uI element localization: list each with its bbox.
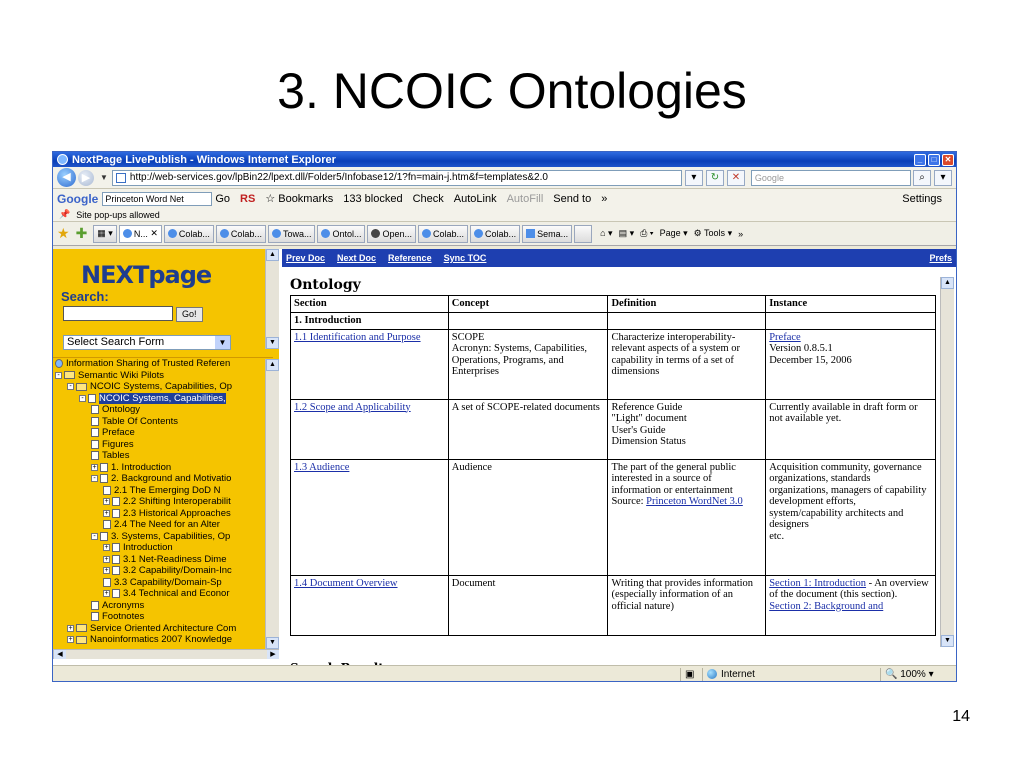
home-icon[interactable]: ⌂ ▾ — [600, 228, 613, 238]
concept-cell: SCOPE Acronyn: Systems, Capabilities, Operations, Programs, and Enterprises — [448, 329, 608, 399]
tab[interactable] — [268, 225, 316, 243]
tree-scrollbar[interactable] — [265, 359, 279, 649]
document-icon — [100, 474, 108, 483]
definition-cell: Reference Guide "Light" document User's Guide Dimension Status — [608, 399, 766, 459]
document-scrollbar[interactable] — [940, 277, 954, 647]
section-link[interactable]: 1.1 Identification and Purpose — [294, 331, 421, 343]
document-icon — [91, 440, 99, 449]
scroll-down-icon[interactable]: ▼ — [266, 637, 279, 649]
page-content — [53, 249, 956, 669]
tree-item[interactable] — [53, 393, 273, 405]
tab[interactable] — [216, 225, 266, 243]
page-menu-label: Page — [659, 228, 681, 238]
refresh-icon[interactable]: ↻ — [706, 170, 724, 186]
tab-active[interactable]: N... ✕ — [119, 225, 162, 243]
search-options-icon[interactable]: ▾ — [934, 170, 952, 186]
tree-item[interactable] — [53, 623, 273, 635]
tab-ie-icon — [526, 229, 535, 238]
url-text: http://web-services.gov/lpBin22/lpext.dll/Folder5/Infobase12/1?fn=main-j.htm&f=templates&2.0 — [129, 172, 548, 183]
search-form-select[interactable] — [63, 335, 231, 350]
document-icon — [112, 509, 120, 518]
table-cell — [291, 575, 449, 635]
table-cell — [608, 313, 766, 330]
folder-icon — [76, 636, 87, 644]
next-doc-link[interactable]: Next Doc — [337, 253, 377, 263]
scroll-up-icon[interactable]: ▲ — [266, 249, 279, 261]
document-icon — [112, 566, 120, 575]
google-go-button[interactable]: Go — [215, 192, 231, 205]
table-row — [291, 575, 936, 635]
table-cell — [608, 459, 766, 575]
tree-item-label: Acronyms — [102, 599, 145, 611]
table-cell — [291, 329, 449, 399]
table-row — [291, 313, 936, 330]
scroll-up-icon[interactable]: ▲ — [266, 359, 279, 371]
table-cell — [766, 313, 936, 330]
scroll-down-icon[interactable]: ▼ — [266, 337, 279, 349]
wordnet-link[interactable]: Princeton WordNet 3.0 — [646, 496, 743, 507]
folder-icon — [76, 383, 87, 391]
window-title: NextPage LivePublish - Windows Internet Explorer — [72, 153, 336, 166]
tree-item[interactable] — [53, 508, 273, 520]
document-icon — [112, 589, 120, 598]
table-row — [291, 459, 936, 575]
bookmarks-label: Bookmarks — [278, 193, 334, 205]
search-input[interactable]: Google — [751, 170, 911, 186]
chevron-down-icon[interactable]: ▼ — [215, 336, 230, 349]
tab-ie-icon — [123, 229, 132, 238]
tree-item[interactable] — [53, 485, 273, 497]
search-label: Search: — [61, 289, 109, 304]
zoom-level: 100% — [900, 668, 926, 680]
tree-item[interactable] — [53, 519, 273, 531]
instance-link[interactable]: Preface — [769, 331, 801, 343]
tab-ie-icon — [371, 229, 380, 238]
prev-doc-link[interactable]: Prev Doc — [286, 253, 326, 263]
document-icon — [103, 520, 111, 529]
instance-text: - An overview of the document (this section). — [769, 577, 929, 600]
collapse-icon[interactable]: - — [91, 475, 98, 482]
url-dropdown-icon[interactable]: ▾ — [685, 170, 703, 186]
document-icon — [112, 497, 120, 506]
document-icon — [91, 428, 99, 437]
document-icon — [91, 451, 99, 460]
column-header: Section — [291, 296, 449, 313]
tree-item-label: NCOIC Systems, Capabilities, — [99, 392, 226, 404]
tree-item-label: Ontology — [102, 404, 141, 415]
google-logo: Google — [57, 191, 99, 206]
tree-item-label: 2.2 Shifting Interoperabilit — [123, 496, 231, 507]
tree-item[interactable] — [53, 577, 273, 589]
tab-label: Open... — [382, 228, 413, 239]
spellcheck-button[interactable]: Check — [412, 192, 444, 205]
tools-menu-label: Tools — [704, 228, 726, 238]
tab-label: Colab... — [433, 228, 465, 239]
sidebar-top-scrollbar[interactable] — [265, 249, 279, 349]
security-icon[interactable]: ▣ — [680, 668, 702, 681]
section-link[interactable]: 1.3 Audience — [294, 461, 350, 473]
tab[interactable] — [164, 225, 214, 243]
ie-icon — [57, 154, 68, 165]
tab-ie-icon — [474, 229, 483, 238]
tab-ie-icon — [168, 229, 177, 238]
tree-item-label: NCOIC Systems, Capabilities, Op — [90, 381, 233, 392]
tree-item[interactable] — [53, 450, 273, 462]
section-link[interactable]: 1.2 Scope and Applicability — [294, 401, 411, 413]
tree-item-label: 3.1 Net-Readiness Dime — [123, 553, 227, 565]
concept-cell: Document — [448, 575, 608, 635]
search-icon[interactable]: ⌕ — [913, 170, 931, 186]
forward-icon[interactable]: ▶ — [78, 170, 94, 186]
page-number: 14 — [952, 708, 970, 725]
bookmark-star-icon: ☆ — [265, 193, 279, 205]
tab-label: Ontol... — [332, 228, 362, 239]
instance-text: Version 0.8.5.1 December 15, 2006 — [769, 343, 852, 366]
autofill-button[interactable]: AutoFill — [506, 192, 544, 205]
quick-tabs-icon[interactable]: ▦ ▾ — [93, 225, 117, 243]
instance-cell: Acquisition community, governance organizations, standards organizations, managers of capability development efforts, system/capability architects and designers etc. — [766, 459, 936, 575]
tools-menu[interactable]: ⚙ Tools ▾ — [693, 228, 733, 238]
collapse-icon[interactable]: - — [79, 395, 86, 402]
search-form-label: Select Search Form — [67, 336, 165, 348]
definition-cell: Characterize interoperability-relevant aspects of a system or capability in terms of a set of dimensions — [608, 329, 766, 399]
scroll-up-icon[interactable]: ▲ — [941, 277, 954, 289]
tree-item-label: 1. Introduction — [111, 461, 172, 473]
google-search-field[interactable]: Princeton Word Net — [102, 192, 212, 206]
section-link[interactable]: 1.4 Document Overview — [294, 577, 398, 589]
tree-item-label: Semantic Wiki Pilots — [78, 369, 165, 381]
sidebar — [53, 249, 279, 659]
scroll-down-icon[interactable]: ▼ — [941, 635, 954, 647]
expand-icon[interactable]: + — [104, 590, 109, 598]
zone-cell — [702, 668, 880, 681]
tree-item-label: Footnotes — [102, 611, 145, 622]
tab-label: Colab... — [485, 228, 517, 239]
tab-ie-icon — [272, 229, 281, 238]
tree-item-label: 3.2 Capability/Domain-Inc — [123, 565, 232, 576]
window-titlebar[interactable] — [53, 152, 956, 167]
definition-cell: Writing that provides information (especially information of an official nature) — [608, 575, 766, 635]
tree-item[interactable] — [53, 370, 273, 382]
favorites-star-icon[interactable]: ★ — [57, 225, 70, 241]
collapse-icon[interactable]: - — [67, 383, 74, 390]
document-icon — [91, 417, 99, 426]
tree-item-label: 2.3 Historical Approaches — [123, 507, 231, 519]
tree-item[interactable] — [53, 611, 273, 623]
tree-item-label: 3. Systems, Capabilities, Op — [111, 530, 231, 542]
folder-icon — [76, 624, 87, 632]
tab[interactable] — [522, 225, 572, 243]
tree-item-label: 3.4 Technical and Econor — [123, 588, 230, 599]
instance-link[interactable]: Section 2: Background and — [769, 600, 884, 612]
tab-label: Colab... — [178, 228, 210, 239]
tab[interactable] — [317, 225, 365, 243]
tab-label: Sema... — [537, 228, 569, 239]
slide-title: 3. NCOIC Ontologies — [277, 63, 747, 119]
doc-nav-bar — [282, 249, 956, 267]
address-bar — [53, 167, 956, 189]
page-icon — [116, 173, 126, 183]
nextpage-logo: NEXTpage — [81, 261, 212, 289]
feeds-icon[interactable]: ▤ ▾ — [618, 228, 635, 238]
tree-item[interactable] — [53, 554, 273, 566]
url-field[interactable] — [112, 170, 682, 186]
column-header: Instance — [766, 296, 936, 313]
send-to-button[interactable]: Send to — [553, 192, 592, 205]
add-favorites-icon[interactable]: ✚ — [75, 225, 88, 241]
tree-item-label: 3.3 Capability/Domain-Sp — [114, 576, 222, 588]
expand-icon[interactable]: + — [104, 498, 109, 506]
tree-item-label: Figures — [102, 438, 134, 450]
collapse-icon[interactable]: - — [91, 533, 98, 540]
tree-item[interactable] — [53, 427, 273, 439]
internet-globe-icon — [707, 669, 717, 679]
back-icon[interactable]: ◀ — [57, 168, 76, 187]
tree-item[interactable] — [53, 358, 273, 370]
page-menu[interactable]: Page ▾ — [659, 228, 688, 238]
print-icon[interactable]: ⎙ ▾ — [640, 228, 654, 238]
popup-notice-bar — [53, 208, 956, 222]
popup-pin-icon: 📌 — [59, 209, 71, 219]
popup-blocker-button[interactable]: 133 blocked — [343, 192, 403, 205]
tab-ie-icon — [422, 229, 431, 238]
expand-icon[interactable]: + — [68, 636, 73, 644]
tree-item-label: Information Sharing of Trusted Referen — [66, 358, 231, 369]
document-icon — [103, 578, 111, 587]
document-icon — [112, 543, 120, 552]
tree-item-label: Service Oriented Architecture Com — [90, 622, 237, 634]
tree-item-label: 2.1 The Emerging DoD N — [114, 484, 221, 496]
tree-item[interactable] — [53, 381, 273, 393]
toc-tree — [53, 357, 273, 657]
zone-label: Internet — [721, 668, 755, 680]
definition-text: The part of the general public interested in a source of information or entertainment Source: — [611, 461, 736, 507]
collapse-icon[interactable]: - — [55, 372, 62, 379]
tree-item[interactable] — [53, 473, 273, 485]
prefs-link[interactable]: Prefs — [929, 253, 952, 263]
reference-link[interactable]: Reference — [388, 253, 432, 263]
rs-button[interactable]: RS — [240, 192, 256, 205]
table-row — [291, 399, 936, 459]
tab-ie-icon — [321, 229, 330, 238]
toolbar-chevron-icon[interactable]: » — [738, 228, 744, 239]
tree-item[interactable] — [53, 416, 273, 428]
table-cell — [766, 575, 936, 635]
document-icon — [88, 394, 96, 403]
table-row — [291, 329, 936, 399]
tree-item[interactable] — [53, 404, 273, 416]
minimize-icon[interactable]: _ — [914, 154, 926, 166]
stop-icon[interactable]: ✕ — [727, 170, 745, 186]
document-icon — [100, 463, 108, 472]
status-bar — [53, 665, 956, 682]
tree-item[interactable] — [53, 588, 273, 600]
tree-item-label: Introduction — [123, 542, 173, 553]
instance-link[interactable]: Section 1: Introduction — [769, 577, 867, 589]
scroll-left-icon[interactable]: ◀ — [54, 650, 66, 659]
bookmarks-button[interactable] — [265, 192, 333, 205]
history-dropdown-icon[interactable]: ▼ — [100, 173, 108, 182]
tree-item-label: Table Of Contents — [102, 415, 179, 427]
table-cell — [291, 459, 449, 575]
autolink-button[interactable]: AutoLink — [453, 192, 497, 205]
concept-cell: A set of SCOPE-related documents — [448, 399, 608, 459]
concept-cell: Audience — [448, 459, 608, 575]
tab-label: N... — [133, 228, 148, 239]
document-icon — [100, 532, 108, 541]
tab-label: Towa... — [282, 228, 312, 239]
tab[interactable] — [470, 225, 520, 243]
expand-icon[interactable]: + — [68, 624, 73, 632]
intro-cell: 1. Introduction — [291, 313, 449, 330]
close-icon[interactable]: ✕ — [942, 154, 954, 166]
document-icon — [112, 555, 120, 564]
scroll-right-icon[interactable]: ▶ — [267, 650, 279, 659]
tree-item[interactable] — [53, 600, 273, 612]
tree-item[interactable] — [53, 531, 273, 543]
google-toolbar — [53, 189, 956, 208]
document-icon — [91, 612, 99, 621]
globe-icon — [55, 359, 63, 368]
tab[interactable] — [367, 225, 416, 243]
sidebar-search-input[interactable] — [63, 306, 173, 321]
tree-item[interactable] — [53, 496, 273, 508]
tab[interactable] — [418, 225, 468, 243]
tree-item[interactable] — [53, 565, 273, 577]
document-icon — [91, 601, 99, 610]
table-header-row — [291, 296, 936, 313]
browser-window — [52, 151, 957, 682]
document-icon — [91, 405, 99, 414]
ontology-table — [290, 295, 936, 636]
tree-item[interactable] — [53, 439, 273, 451]
tree-item-label: Preface — [102, 427, 135, 438]
expand-icon[interactable]: + — [104, 555, 109, 563]
expand-icon[interactable]: + — [104, 544, 109, 552]
expand-icon[interactable]: + — [104, 567, 109, 575]
tree-item-label: Nanoinformatics 2007 Knowledge — [90, 634, 233, 645]
tree-item-label: Tables — [102, 450, 130, 461]
tree-hscrollbar[interactable] — [53, 649, 279, 659]
zoom-control[interactable]: 🔍 100% ▾ — [880, 668, 956, 681]
table-cell — [766, 329, 936, 399]
tree-item[interactable] — [53, 542, 273, 554]
go-button[interactable]: Go! — [176, 307, 203, 322]
tab-ie-icon — [220, 229, 229, 238]
tab-bar — [53, 222, 956, 246]
expand-icon[interactable]: + — [92, 463, 97, 471]
document-title: Ontology — [290, 277, 361, 293]
maximize-icon[interactable]: □ — [928, 154, 940, 166]
document-pane — [282, 249, 956, 669]
column-header: Definition — [608, 296, 766, 313]
tree-item-label: 2.4 The Need for an Alter — [114, 519, 220, 530]
document-icon — [103, 486, 111, 495]
popup-notice-text: Site pop-ups allowed — [76, 209, 160, 220]
instance-cell: Currently available in draft form or not available yet. — [766, 399, 936, 459]
folder-icon — [64, 371, 75, 379]
more-chevron-icon[interactable]: » — [601, 192, 608, 205]
column-header: Concept — [448, 296, 608, 313]
sync-toc-link[interactable]: Sync TOC — [443, 253, 487, 263]
tree-item-label: 2. Background and Motivatio — [111, 473, 232, 484]
tree-item[interactable] — [53, 462, 273, 474]
new-tab-button[interactable] — [574, 225, 592, 243]
tree-item[interactable] — [53, 634, 273, 646]
settings-button[interactable]: Settings — [902, 192, 942, 205]
tab-label: Colab... — [230, 228, 262, 239]
table-cell — [448, 313, 608, 330]
table-cell — [291, 399, 449, 459]
expand-icon[interactable]: + — [104, 509, 109, 517]
